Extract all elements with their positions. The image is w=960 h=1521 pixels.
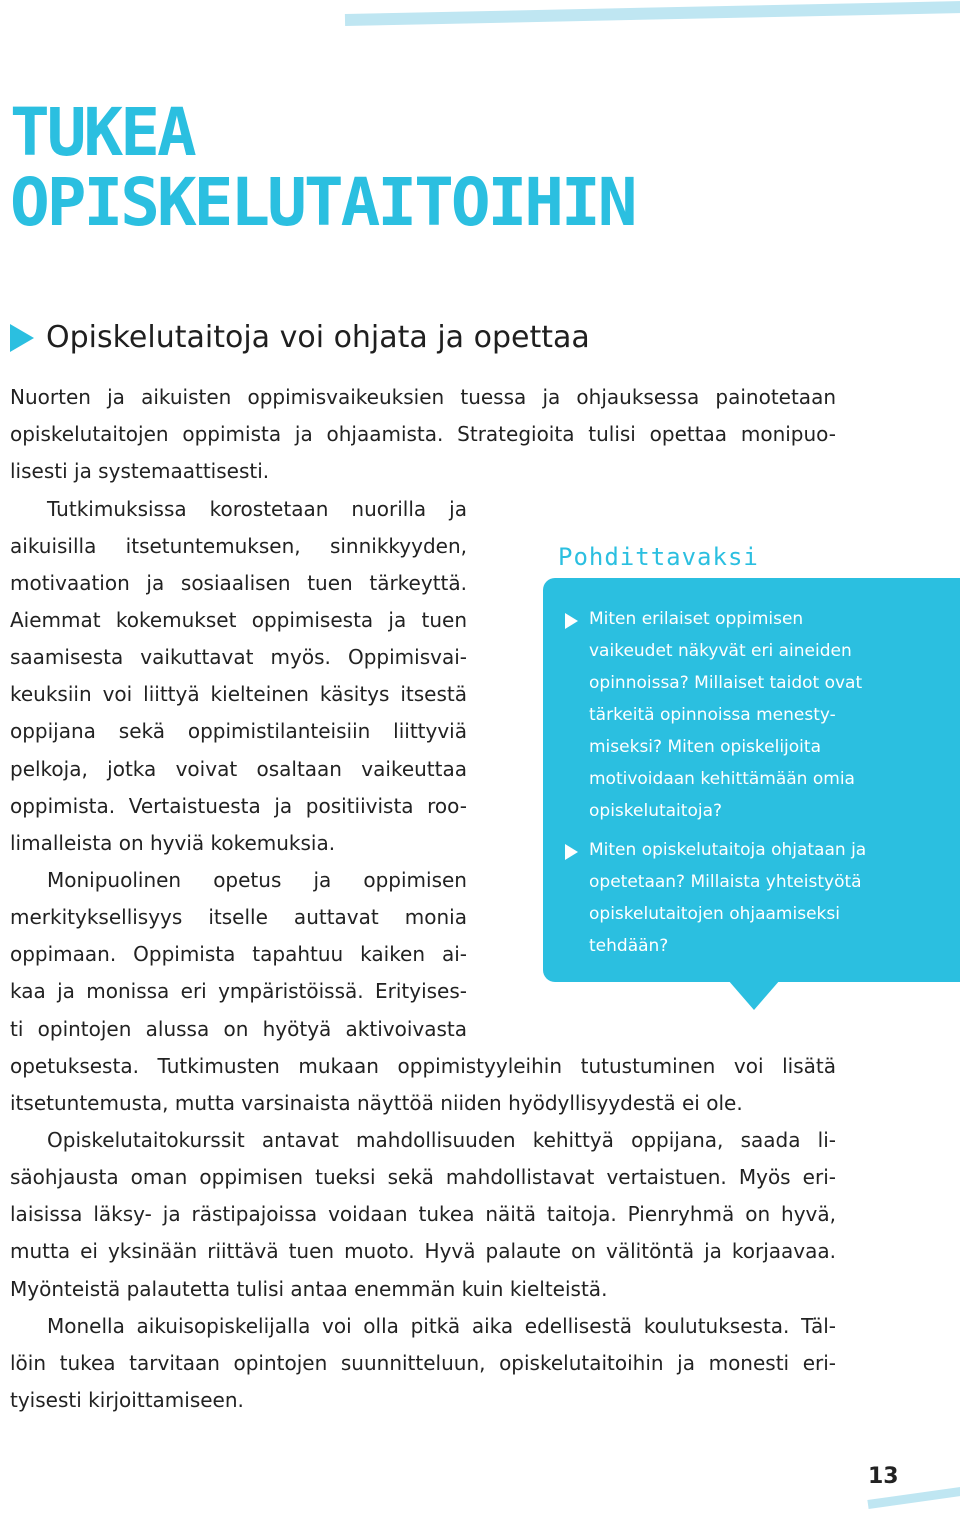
body-line: oppimista. Vertaistuesta ja positiivista roo- bbox=[10, 794, 467, 818]
body-line: Opiskelutaitokurssit antavat mahdollisuuden kehittyä oppijana, saada li- bbox=[47, 1128, 836, 1152]
body-line: mutta ei yksinään riittävä tuen muoto. Hyvä palaute on välitöntä ja korjaavaa. bbox=[10, 1239, 836, 1263]
question-line: tärkeitä opinnoissa menesty- bbox=[589, 705, 836, 725]
question-line: opiskelutaitojen ohjaamiseksi bbox=[589, 904, 840, 924]
body-line: Nuorten ja aikuisten oppimisvaikeuksien tuessa ja ohjauksessa painotetaan bbox=[10, 385, 836, 409]
page-number: 13 bbox=[868, 1464, 899, 1489]
question-line: miseksi? Miten opiskelijoita bbox=[589, 737, 821, 757]
section-heading bbox=[10, 318, 590, 358]
sidebar-heading: Pohdittavaksi bbox=[558, 543, 759, 571]
triangle-right-icon bbox=[10, 324, 34, 352]
body-line: keuksiin voi liittyä kielteinen käsitys itsestä bbox=[10, 682, 467, 706]
question-line: opiskelutaitoja? bbox=[589, 801, 723, 821]
reflection-callout bbox=[543, 578, 960, 982]
body-line: saamisesta vaikuttavat myös. Oppimisvai- bbox=[10, 645, 467, 669]
question-line: Miten opiskelutaitoja ohjataan ja bbox=[589, 840, 867, 860]
body-line: ti opintojen alussa on hyötyä aktivoivasta bbox=[10, 1017, 467, 1041]
body-line: itsetuntemusta, mutta varsinaista näyttöä niiden hyödyllisyydestä ei ole. bbox=[10, 1091, 743, 1115]
page-title bbox=[10, 94, 635, 241]
question-line: vaikeudet näkyvät eri aineiden bbox=[589, 641, 852, 661]
section-heading-text: Opiskelutaitoja voi ohjata ja opettaa bbox=[46, 320, 590, 355]
callout-tail bbox=[728, 980, 780, 1010]
body-line: oppijana sekä oppimistilanteisiin liittyviä bbox=[10, 719, 467, 743]
body-line: merkityksellisyys itselle auttavat monia bbox=[10, 905, 467, 929]
title-line-1: TUKEA bbox=[10, 94, 194, 171]
body-line: Monella aikuisopiskelijalla voi olla pitkä aika edellisestä koulutuksesta. Täl- bbox=[47, 1314, 836, 1338]
question-line: opinnoissa? Millaiset taidot ovat bbox=[589, 673, 863, 693]
body-line: oppimaan. Oppimista tapahtuu kaiken ai- bbox=[10, 942, 467, 966]
body-line: motivaation ja sosiaalisen tuen tärkeyttä. bbox=[10, 571, 467, 595]
body-line: tyisesti kirjoittamiseen. bbox=[10, 1388, 244, 1412]
body-line: limalleista on hyviä kokemuksia. bbox=[10, 831, 336, 855]
body-line: Myönteistä palautetta tulisi antaa enemmän kuin kielteistä. bbox=[10, 1277, 608, 1301]
body-line: laisissa läksy- ja rästipajoissa voidaan tukea näitä taitoja. Pienryhmä on hyvä, bbox=[10, 1202, 836, 1226]
question-line: tehdään? bbox=[589, 936, 669, 956]
triangle-right-icon bbox=[565, 844, 578, 860]
question-line: motivoidaan kehittämään omia bbox=[589, 769, 855, 789]
body-line: opetuksesta. Tutkimusten mukaan oppimistyyleihin tutustuminen voi lisätä bbox=[10, 1054, 836, 1078]
question-line: Miten erilaiset oppimisen bbox=[589, 609, 804, 629]
triangle-right-icon bbox=[565, 613, 578, 629]
body-line: Tutkimuksissa korostetaan nuorilla ja bbox=[47, 497, 467, 521]
question-line: opetetaan? Millaista yhteistyötä bbox=[589, 872, 862, 892]
body-line: opiskelutaitojen oppimista ja ohjaamista. Strategioita tulisi opettaa monipuo- bbox=[10, 422, 836, 446]
body-line: säohjausta oman oppimisen tueksi sekä mahdollistavat vertaistuen. Myös eri- bbox=[10, 1165, 836, 1189]
body-line: aikuisilla itsetuntemuksen, sinnikkyyden, bbox=[10, 534, 467, 558]
body-line: lisesti ja systemaattisesti. bbox=[10, 459, 270, 483]
body-line: Monipuolinen opetus ja oppimisen bbox=[47, 868, 467, 892]
decorative-top-stripe bbox=[345, 1, 960, 26]
title-line-2: OPISKELUTAITOIHIN bbox=[10, 164, 635, 241]
body-line: pelkoja, jotka voivat osaltaan vaikeuttaa bbox=[10, 757, 467, 781]
body-line: kaa ja monissa eri ympäristöissä. Erityises- bbox=[10, 979, 467, 1003]
body-line: Aiemmat kokemukset oppimisesta ja tuen bbox=[10, 608, 467, 632]
body-line: löin tukea tarvitaan opintojen suunnitteluun, opiskelutaitoihin ja monesti eri- bbox=[10, 1351, 836, 1375]
